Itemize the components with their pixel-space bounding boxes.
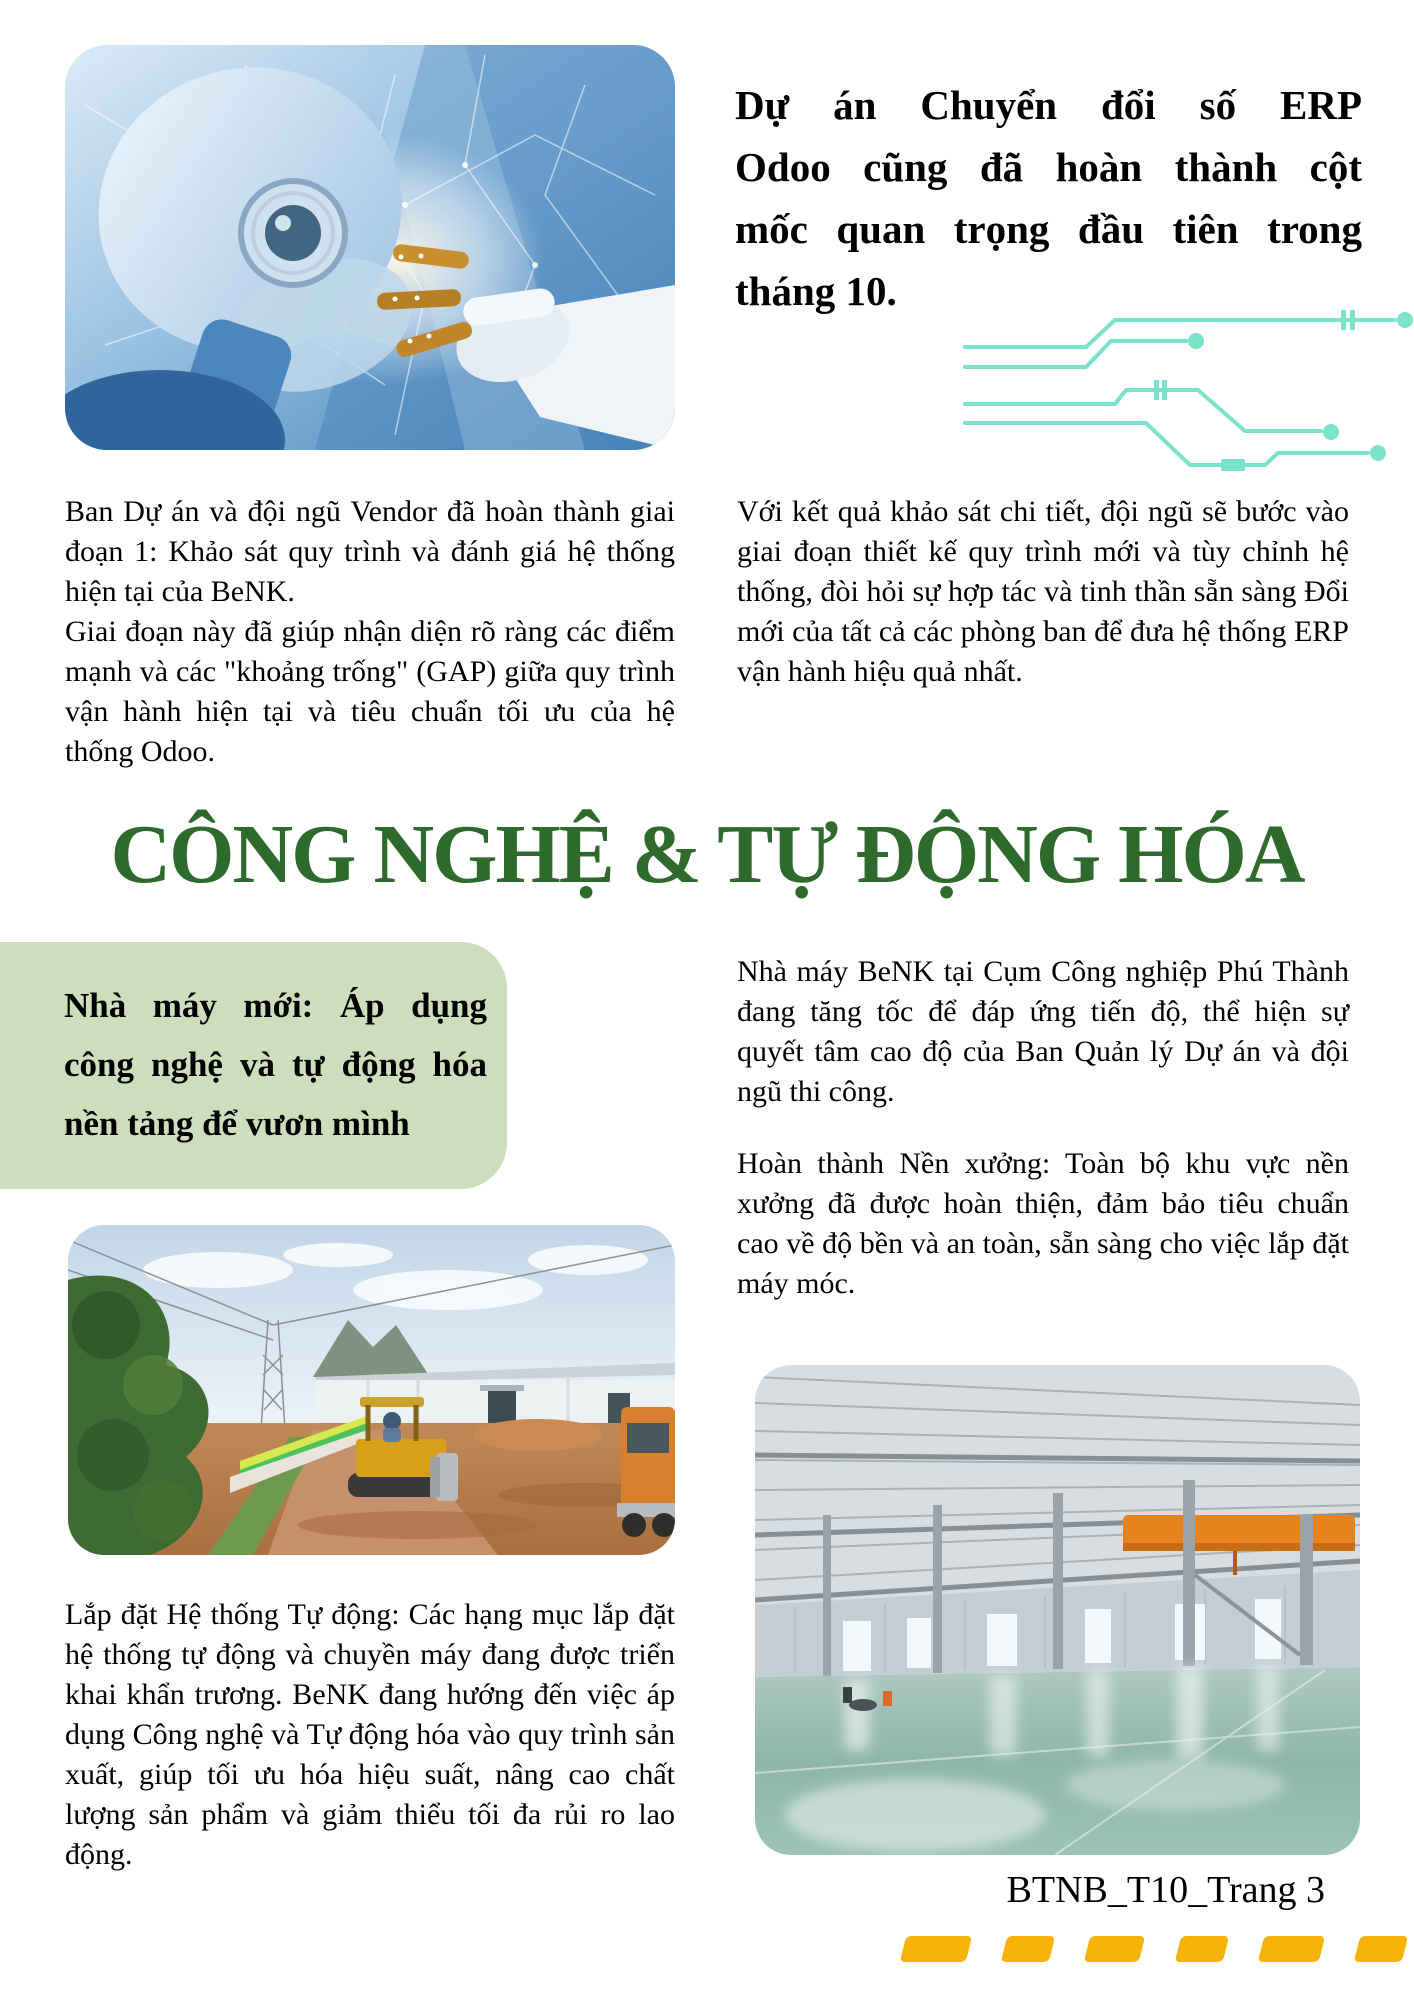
footer-dash	[1084, 1936, 1145, 1962]
robot-photo-illustration	[65, 45, 675, 450]
callout-line: Nhà máy mới: Áp dụng	[64, 986, 487, 1025]
erp-right-column	[737, 492, 1349, 692]
callout-text	[0, 942, 507, 1153]
page-footer-label: BTNB_T10_Trang 3	[1006, 1869, 1325, 1911]
footer-dash	[900, 1936, 972, 1962]
headline-line: mốc quan trọng đầu tiên trong	[735, 206, 1362, 252]
erp-headline	[735, 74, 1362, 322]
erp-left-column	[65, 492, 675, 772]
footer-dash	[1354, 1936, 1408, 1962]
headline-line: Odoo cũng đã hoàn thành cột	[735, 144, 1362, 190]
callout-line: công nghệ và tự động hóa	[64, 1045, 487, 1084]
body-paragraph: Với kết quả khảo sát chi tiết, đội ngũ sẽ bước vào giai đoạn thiết kế quy trình mới và tùy chỉnh hệ thống, đòi hỏi sự hợp tác và tinh thần sẵn sàng Đổi mới của tất cả các phòng ban để đưa hệ thống ERP vận hành hiệu quả nhất.	[737, 495, 1349, 688]
body-paragraph: Lắp đặt Hệ thống Tự động: Các hạng mục lắp đặt hệ thống tự động và chuyền máy đang được triển khai khẩn trương. BeNK đang hướng đến việc áp dụng Công nghệ và Tự động hóa vào quy trình sản xuất, giúp tối ưu hóa hiệu suất, nâng cao chất lượng sản phẩm và giảm thiểu tối đa rủi ro lao động.	[65, 1598, 675, 1871]
footer-dash	[1001, 1936, 1055, 1962]
footer-dash	[1258, 1936, 1325, 1962]
body-paragraph: Ban Dự án và đội ngũ Vendor đã hoàn thành giai đoạn 1: Khảo sát quy trình và đánh giá hệ thống hiện tại của BeNK.	[65, 495, 675, 608]
body-paragraph: Hoàn thành Nền xưởng: Toàn bộ khu vực nền xưởng đã được hoàn thiện, đảm bảo tiêu chuẩn cao về độ bền và an toàn, sẵn sàng cho việc lắp đặt máy móc.	[737, 1147, 1349, 1300]
circuit-lines-decoration	[958, 292, 1414, 492]
warehouse-photo-illustration	[755, 1365, 1360, 1855]
footer-dash-decoration	[903, 1936, 1405, 1962]
warehouse-interior-photo	[755, 1365, 1360, 1855]
footer-dash	[1174, 1936, 1228, 1962]
section-title: CÔNG NGHỆ & TỰ ĐỘNG HÓA	[110, 808, 1304, 901]
new-factory-callout	[0, 942, 507, 1189]
callout-line: nền tảng để vươn mình	[64, 1104, 410, 1143]
tech-right-column	[737, 952, 1349, 1304]
headline-line: Dự án Chuyển đổi số ERP	[735, 82, 1362, 128]
construction-site-photo	[68, 1225, 675, 1555]
body-paragraph: Nhà máy BeNK tại Cụm Công nghiệp Phú Thành đang tăng tốc để đáp ứng tiến độ, thể hiện sự quyết tâm cao độ của Ban Quản lý Dự án và đội ngũ thi công.	[737, 955, 1349, 1108]
body-paragraph: Giai đoạn này đã giúp nhận diện rõ ràng các điểm mạnh và các "khoảng trống" (GAP) giữa quy trình vận hành hiện tại và tiêu chuẩn tối ưu của hệ thống Odoo.	[65, 615, 675, 768]
automation-paragraph	[65, 1595, 675, 1875]
headline-line: tháng 10.	[735, 268, 897, 314]
robot-photo	[65, 45, 675, 450]
construction-photo-illustration	[68, 1225, 675, 1555]
